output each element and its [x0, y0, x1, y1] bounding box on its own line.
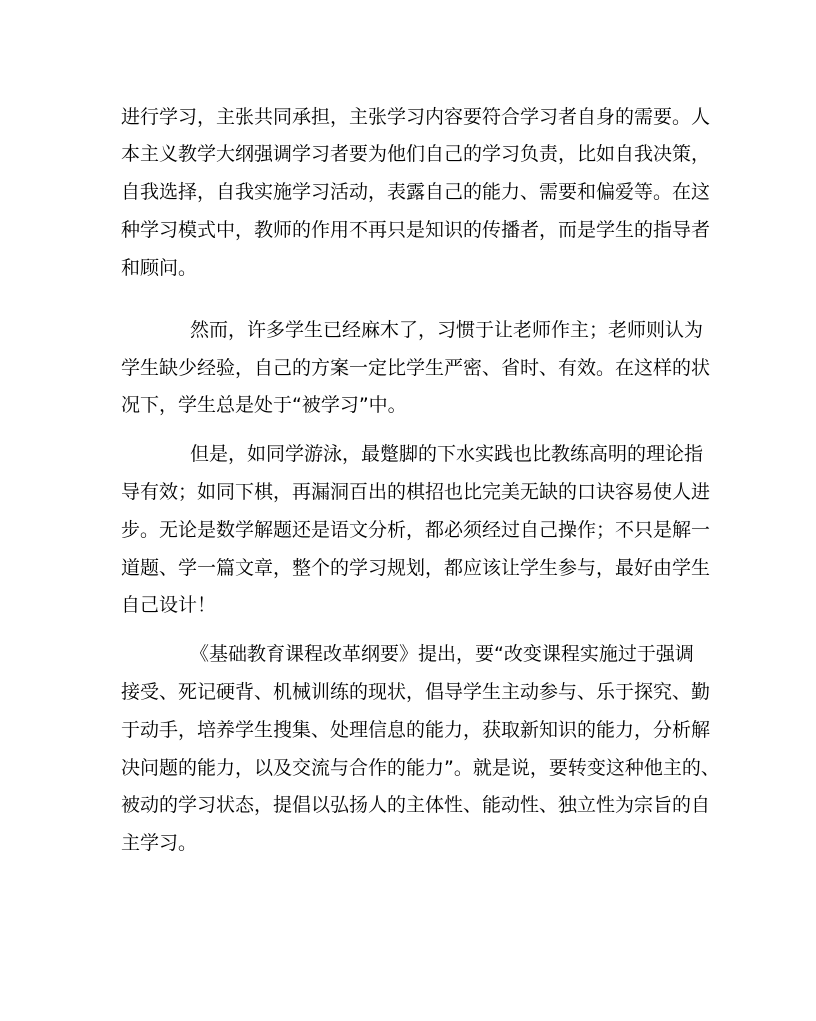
- paragraph-4-line-6: 主学习。: [121, 832, 198, 854]
- paragraph-2-line-2: 学生缺少经验，自己的方案一定比学生严密、省时、有效。在这样的状: [121, 357, 711, 379]
- paragraph-4-line-1: 《基础教育课程改革纲要》提出，要“改变课程实施过于强调: [190, 643, 694, 665]
- paragraph-3-line-4: 道题、学一篇文章，整个的学习规划，都应该让学生参与，最好由学生: [121, 557, 711, 579]
- paragraph-4-line-3: 于动手，培养学生搜集、处理信息的能力，获取新知识的能力，分析解: [121, 719, 711, 741]
- paragraph-3-line-3: 步。无论是数学解题还是语文分析，都必须经过自己操作；不只是解一: [121, 519, 711, 541]
- paragraph-1-line-3: 自我选择，自我实施学习活动，表露自己的能力、需要和偏爱等。在这: [121, 181, 711, 203]
- paragraph-4-line-4: 决问题的能力，以及交流与合作的能力”。就是说，要转变这种他主的、: [121, 757, 720, 779]
- paragraph-1-line-2: 本主义教学大纲强调学习者要为他们自己的学习负责，比如自我决策，: [121, 143, 711, 165]
- paragraph-4-line-2: 接受、死记硬背、机械训练的现状，倡导学生主动参与、乐于探究、勤: [121, 681, 711, 703]
- paragraph-2-line-1: 然而，许多学生已经麻木了，习惯于让老师作主；老师则认为: [190, 319, 704, 341]
- paragraph-2-line-3: 况下，学生总是处于“被学习”中。: [121, 394, 407, 416]
- paragraph-1-line-4: 种学习模式中，教师的作用不再只是知识的传播者，而是学生的指导者: [121, 219, 711, 241]
- paragraph-3-line-2: 导有效；如同下棋，再漏洞百出的棋招也比完美无缺的口诀容易使人进: [121, 481, 711, 503]
- paragraph-1-line-1: 进行学习，主张共同承担，主张学习内容要符合学习者自身的需要。人: [121, 106, 711, 128]
- paragraph-4-line-5: 被动的学习状态，提倡以弘扬人的主体性、能动性、独立性为宗旨的自: [121, 794, 711, 816]
- paragraph-1-line-5: 和顾问。: [121, 257, 198, 279]
- paragraph-3-line-1: 但是，如同学游泳，最蹩脚的下水实践也比教练高明的理论指: [190, 443, 704, 465]
- paragraph-3-line-5: 自己设计！: [121, 594, 217, 616]
